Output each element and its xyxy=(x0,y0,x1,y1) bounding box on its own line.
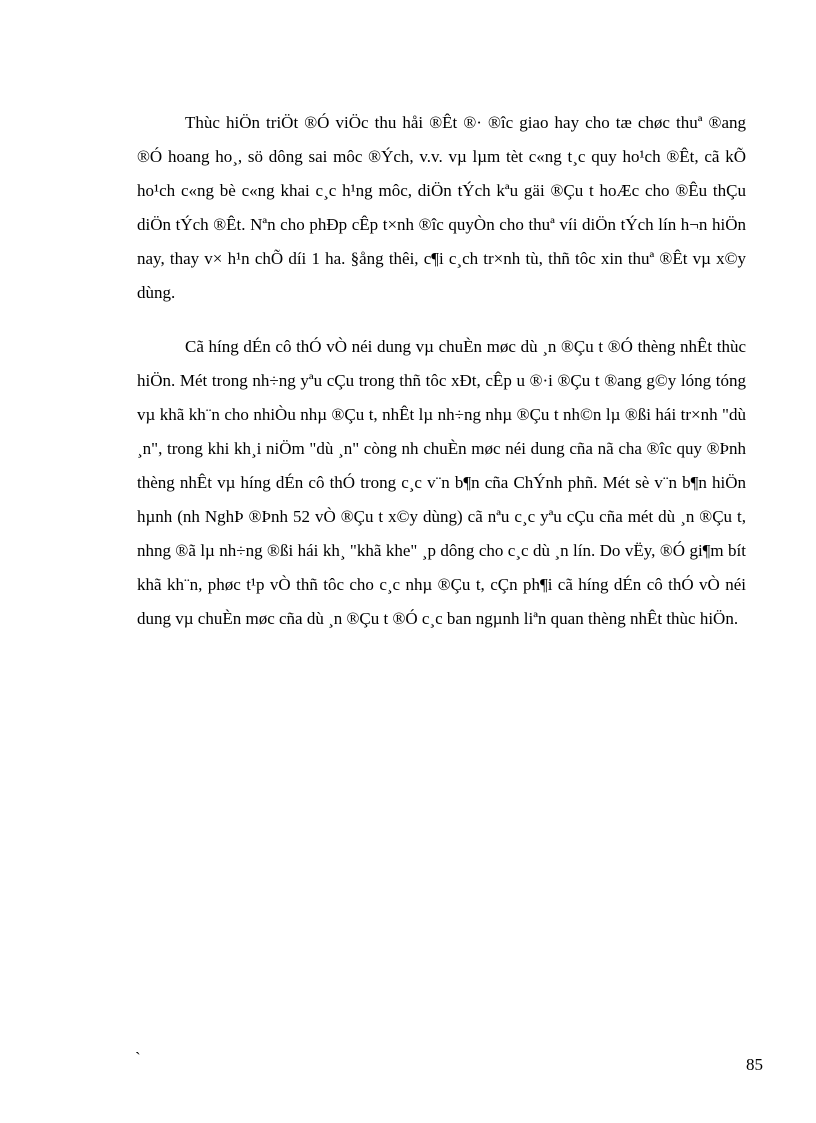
page-number: 85 xyxy=(746,1055,763,1074)
body-text xyxy=(137,106,746,636)
footer-mark: ` xyxy=(135,1049,141,1068)
paragraph-1: Thùc hiÖn triÖt ®Ó viÖc thu håi ®Êt ®· ®îc giao hay cho tæ chøc thuª ®ang ®Ó hoang ho¸, sö dông sai môc ®Ých, v.v. vµ lµm tèt c«ng t¸c quy ho¹ch ®Êt, cã kÕ ho¹ch c«ng bè c«ng khai c¸c h¹ng môc, diÖn tÝch kªu gäi ®Çu t hoÆc cho ®Êu thÇu diÖn tÝch ®Êt. Nªn cho phÐp cÊp t×nh ®îc quyÒn cho thuª víi diÖn tÝch lín h¬n hiÖn nay, thay v× h¹n chÕ díi 1 ha. §ång thêi, c¶i c¸ch tr×nh tù, thñ tôc xin thuª ®Êt vµ x©y dùng. xyxy=(137,113,746,302)
paragraph-2: Cã híng dÉn cô thÓ vÒ néi dung vµ chuÈn møc dù ¸n ®Çu t ®Ó thèng nhÊt thùc hiÖn. Mét trong nh÷ng yªu cÇu trong thñ tôc xÐt, cÊp u ®·i ®Çu t ®ang g©y lóng tóng vµ khã kh¨n cho nhiÒu nhµ ®Çu t, nhÊt lµ nh÷ng nhµ ®Çu t nh©n lµ ®ßi hái tr×nh "dù ¸n", trong khi kh¸i niÖm "dù ¸n" còng nh chuÈn møc néi dung cña nã cha ®îc quy ®Þnh thèng nhÊt vµ híng dÉn cô thÓ trong c¸c v¨n b¶n cña ChÝnh phñ. Mét sè v¨n b¶n hiÖn hµnh (nh NghÞ ®Þnh 52 vÒ ®Çu t x©y dùng) cã nªu c¸c yªu cÇu cña mét dù ¸n ®Çu t, nhng ®ã lµ nh÷ng ®ßi hái kh¸ "khã khe" ¸p dông cho c¸c dù ¸n lín. Do vËy, ®Ó gi¶m bít khã kh¨n, phøc t¹p vÒ thñ tôc cho c¸c nhµ ®Çu t, cÇn ph¶i cã híng dÉn cô thÓ vÒ néi dung vµ chuÈn møc cña dù ¸n ®Çu t ®Ó c¸c ban ngµnh liªn quan thèng nhÊt thùc hiÖn. xyxy=(137,337,746,628)
